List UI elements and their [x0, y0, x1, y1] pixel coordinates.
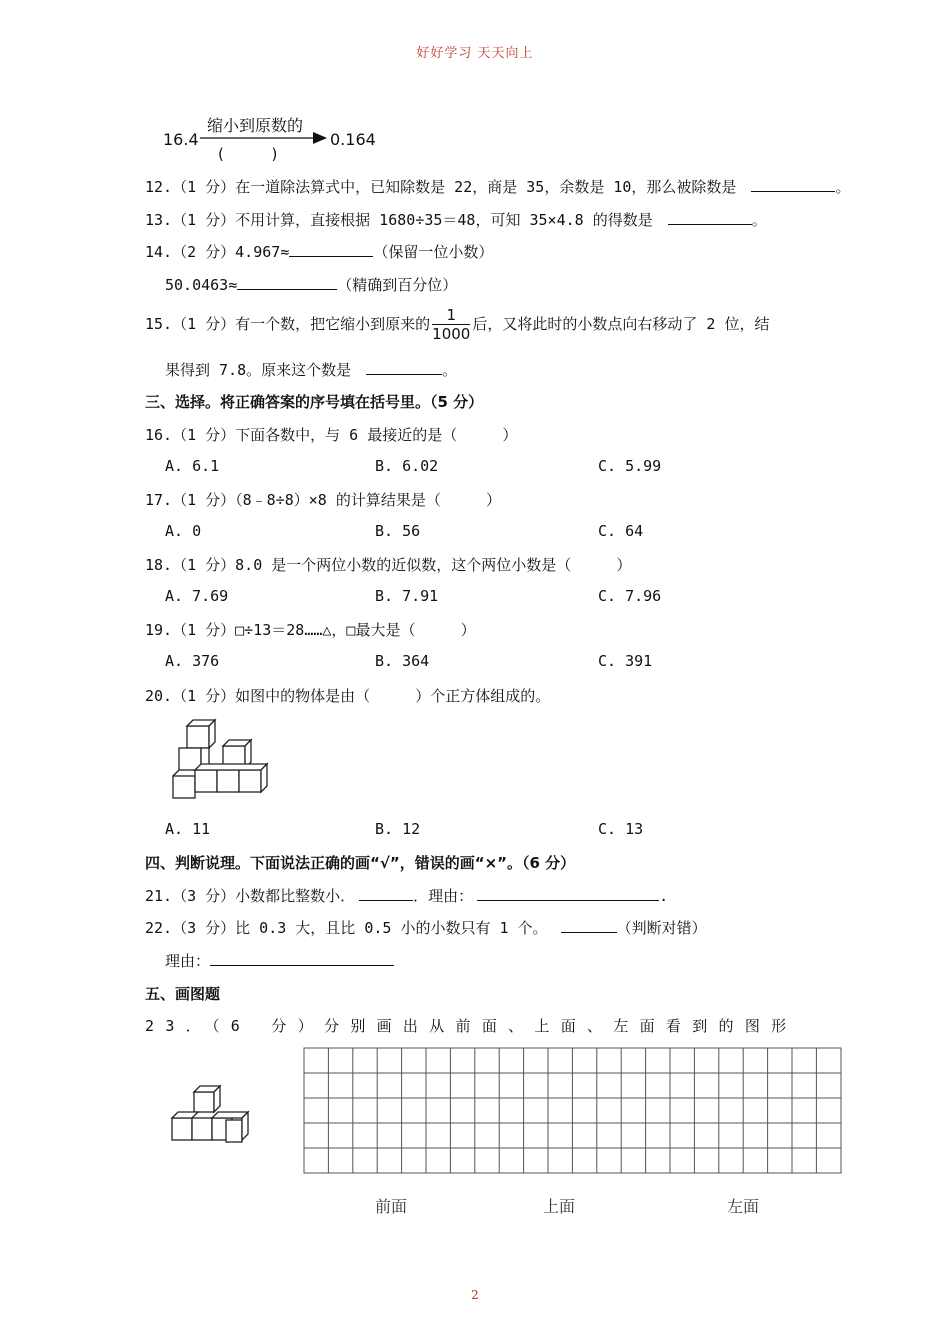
question-15-line2 — [165, 359, 457, 380]
question-12 — [145, 176, 850, 197]
label-front-view: 前面 — [375, 1197, 408, 1216]
arrow-to-value: 0.164 — [330, 130, 376, 149]
q19-option-b[interactable]: B. 364 — [375, 652, 430, 670]
q17-option-c[interactable]: C. 64 — [598, 522, 644, 540]
q14a-note: （保留一位小数） — [373, 243, 494, 261]
q15-text-after: 后，又将此时的小数点向右移动了 2 位，结 — [472, 315, 770, 333]
q18-option-b[interactable]: B. 7.91 — [375, 587, 439, 605]
q12-answer-blank[interactable] — [751, 177, 835, 192]
question-18: 18.（1 分）8.0 是一个两位小数的近似数，这个两位小数是（ ） — [145, 556, 632, 574]
q14a-text: 14.（2 分）4.967≈ — [145, 243, 290, 261]
cube-stack-figure-q20 — [165, 712, 275, 807]
q16-option-c[interactable]: C. 5.99 — [598, 457, 662, 475]
q14b-text: 50.0463≈ — [165, 276, 238, 294]
q14b-note: （精确到百分位） — [337, 276, 458, 294]
q15-end: 。 — [442, 361, 458, 379]
fraction-denominator: 1000 — [432, 325, 471, 343]
drawing-grid[interactable] — [303, 1047, 843, 1175]
q14b-answer-blank[interactable] — [237, 275, 337, 290]
q22-note: （判断对错） — [616, 919, 707, 937]
q12-end: 。 — [835, 178, 851, 196]
q15-answer-blank[interactable] — [366, 360, 442, 375]
q20-option-c[interactable]: C. 13 — [598, 820, 644, 838]
section-3-title: 三、选择。将正确答案的序号填在括号里。（5 分） — [145, 393, 484, 411]
q15-text: 15.（1 分）有一个数，把它缩小到原来的 — [145, 315, 431, 333]
page-number: 2 — [471, 1288, 479, 1302]
fraction-numerator: 1 — [432, 306, 470, 325]
q18-option-a[interactable]: A. 7.69 — [165, 587, 229, 605]
q20-option-b[interactable]: B. 12 — [375, 820, 421, 838]
question-17: 17.（1 分）（8﹣8÷8）×8 的计算结果是（ ） — [145, 491, 502, 509]
q17-option-b[interactable]: B. 56 — [375, 522, 421, 540]
q15-fraction — [432, 306, 470, 343]
question-21 — [145, 885, 668, 906]
question-20: 20.（1 分）如图中的物体是由（ ）个正方体组成的。 — [145, 687, 551, 705]
q21-end: . — [659, 887, 669, 905]
q13-text: 13.（1 分）不用计算，直接根据 1680÷35＝48，可知 35×4.8 的得数是 — [145, 211, 653, 229]
q21-reason-blank[interactable] — [477, 886, 659, 901]
q21-reason-label: ．理由： — [413, 887, 474, 905]
q20-option-a[interactable]: A. 11 — [165, 820, 211, 838]
q13-end: 。 — [751, 211, 767, 229]
page-header: 好好学习 天天向上 — [416, 46, 534, 61]
q17-option-a[interactable]: A. 0 — [165, 522, 202, 540]
q19-option-c[interactable]: C. 391 — [598, 652, 653, 670]
question-22 — [145, 917, 707, 938]
arrow-from-value: 16.4 — [163, 130, 199, 149]
q22-reason-label: 理由： — [165, 952, 211, 970]
label-top-view: 上面 — [543, 1197, 576, 1216]
q12-text: 12.（1 分）在一道除法算式中，已知除数是 22，商是 35，余数是 10，那么被除数是 — [145, 178, 737, 196]
q21-text: 21.（3 分）小数都比整数小． — [145, 887, 356, 905]
q14a-answer-blank[interactable] — [289, 242, 373, 257]
cube-stack-figure-q23 — [168, 1080, 258, 1150]
section-4-title: 四、判断说理。下面说法正确的画“√”，错误的画“×”。（6 分） — [145, 854, 576, 872]
section-5-title: 五、画图题 — [145, 985, 221, 1003]
q21-judge-blank[interactable] — [359, 886, 413, 901]
arrow-below-blank: ( ) — [218, 145, 278, 163]
q22-reason-blank[interactable] — [210, 951, 394, 966]
arrow-above-label: 缩小到原数的 — [207, 116, 304, 135]
q19-option-a[interactable]: A. 376 — [165, 652, 220, 670]
q22-text: 22.（3 分）比 0.3 大，且比 0.5 小的小数只有 1 个。 — [145, 919, 548, 937]
q16-option-b[interactable]: B. 6.02 — [375, 457, 439, 475]
question-15 — [145, 306, 769, 343]
q16-option-a[interactable]: A. 6.1 — [165, 457, 220, 475]
question-14b — [165, 274, 457, 295]
question-16: 16.（1 分）下面各数中，与 6 最接近的是（ ） — [145, 426, 518, 444]
question-13 — [145, 209, 767, 230]
question-23: 23．（6 分）分别画出从前面、上面、左面看到的图形 — [145, 1017, 798, 1035]
right-arrow-icon — [200, 130, 330, 146]
q13-answer-blank[interactable] — [668, 210, 752, 225]
question-14a — [145, 241, 493, 262]
q22-judge-blank[interactable] — [561, 918, 617, 933]
label-left-view: 左面 — [727, 1197, 760, 1216]
question-19: 19.（1 分）□÷13＝28……△，□最大是（ ） — [145, 621, 476, 639]
question-22-reason — [165, 950, 394, 971]
q15-line2-text: 果得到 7.8。原来这个数是 — [165, 361, 352, 379]
q18-option-c[interactable]: C. 7.96 — [598, 587, 662, 605]
